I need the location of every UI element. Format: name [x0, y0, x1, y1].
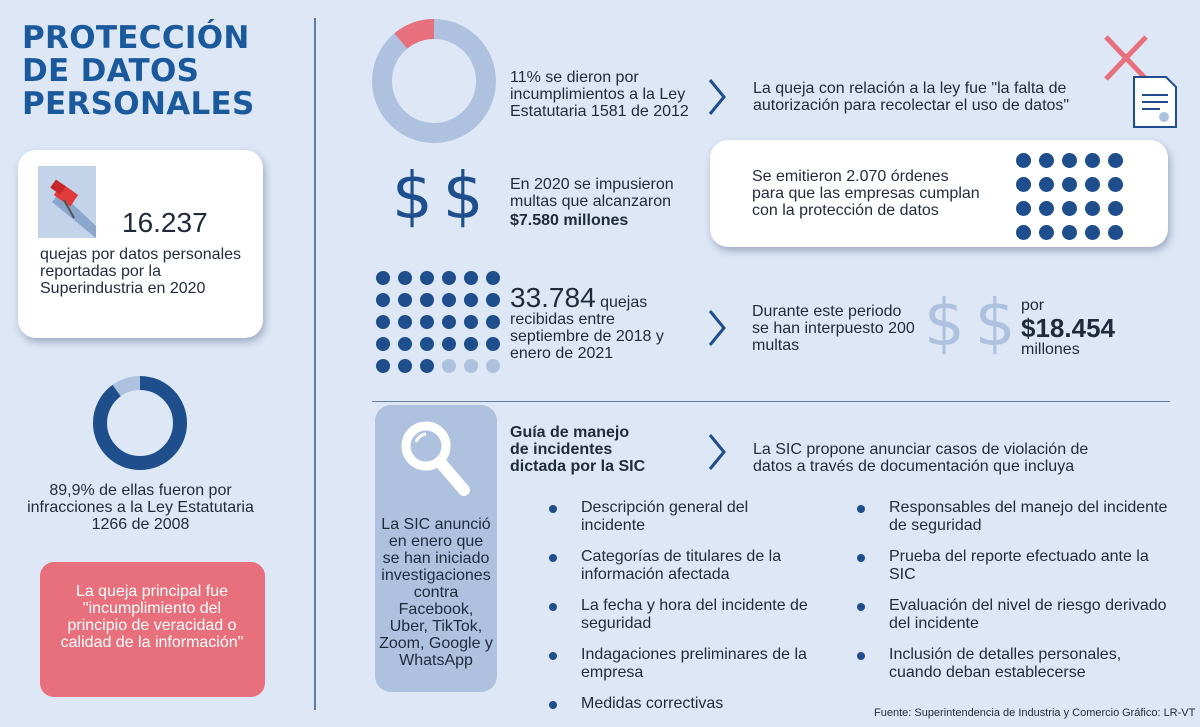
list-item: La fecha y hora del incidente de seguridad [549, 597, 809, 633]
dot [1016, 201, 1031, 216]
guide-intro: La SIC propone anunciar casos de violación de datos a través de documentación que incluya [753, 441, 1089, 475]
footer-source: Fuente: Superintendencia de Industria y Comercio [874, 707, 1120, 719]
dot [1039, 153, 1054, 168]
list-item: Evaluación del nivel de riesgo derivado del incidente [857, 597, 1177, 633]
dot [1062, 225, 1077, 240]
dot [442, 359, 456, 373]
row3-number-suffix: quejas [600, 294, 648, 311]
dot [420, 315, 434, 329]
dot [442, 293, 456, 307]
list-item: Prueba del reporte efectuado ante la SIC [857, 548, 1177, 584]
dot [398, 293, 412, 307]
dot [1062, 153, 1077, 168]
row2-text: En 2020 se impusieron multas que alcanzaron [510, 176, 674, 210]
dot [442, 337, 456, 351]
chevron-right-icon [707, 77, 727, 117]
dot [1108, 225, 1123, 240]
guide-sidebar-text: La SIC anunció en enero que se han iniciado investigaciones contra Facebook, Uber, TikTok, Zoom, Google y WhatsApp [379, 516, 493, 669]
list-item: Indagaciones preliminares de la empresa [549, 646, 809, 682]
push-pin-icon [38, 166, 96, 224]
left-donut-arc [100, 383, 180, 463]
dot [442, 315, 456, 329]
main-complaint-text: La queja principal fue "incumplimiento del principio de veracidad o calidad de la información" [60, 583, 244, 651]
dot [1062, 177, 1077, 192]
dot [1039, 177, 1054, 192]
dot [398, 359, 412, 373]
dot [1085, 153, 1100, 168]
dot [1108, 177, 1123, 192]
list-item: Responsables del manejo del incidente de seguridad [857, 499, 1177, 535]
dot [486, 359, 500, 373]
dot [1108, 153, 1123, 168]
dot [486, 315, 500, 329]
dot [398, 271, 412, 285]
dot [1016, 225, 1031, 240]
row1-text: 11% se dieron por incumplimientos a la Ley Estatutaria 1581 de 2012 [510, 69, 689, 120]
dot [1016, 153, 1031, 168]
list-item: Medidas correctivas [549, 695, 809, 713]
orders-dot-grid [1016, 153, 1123, 240]
magnifier-icon [400, 420, 472, 500]
footer-credit: Gráfico: LR-VT [1122, 707, 1196, 719]
dot [398, 337, 412, 351]
dot [1108, 201, 1123, 216]
dot [1085, 177, 1100, 192]
dot [376, 359, 390, 373]
dot [1016, 177, 1031, 192]
page-title: PROTECCIÓN DE DATOS PERSONALES [22, 20, 255, 122]
dot [376, 337, 390, 351]
dot [464, 293, 478, 307]
dot [376, 315, 390, 329]
row3-amount: $18.454 [1021, 313, 1115, 343]
dot [376, 271, 390, 285]
guide-title: Guía de manejo de incidentes dictada por la SIC [510, 424, 646, 475]
row2-amount: $7.580 millones [510, 212, 629, 229]
left-donut-chart [92, 375, 188, 471]
row3-por-label: por [1021, 297, 1045, 314]
row3-period-text: Durante este periodo se han interpuesto 200 multas [752, 303, 915, 354]
list-item: Inclusión de detalles personales, cuando deban establecerse [857, 646, 1177, 682]
row3-unit: millones [1021, 341, 1080, 358]
row2-dollar-symbols: $$ [392, 160, 494, 234]
dot [486, 337, 500, 351]
row3-number-line [510, 283, 647, 313]
dot [398, 315, 412, 329]
document-x-icon [1100, 35, 1180, 130]
complaints-card [18, 150, 263, 338]
dot [1085, 225, 1100, 240]
dot [376, 293, 390, 307]
chevron-right-icon [707, 308, 727, 348]
section-divider [372, 401, 1170, 402]
dot [464, 337, 478, 351]
dot [442, 271, 456, 285]
row3-dollar-symbols: $$ [924, 287, 1026, 361]
guide-list-left [549, 499, 809, 726]
complaints-text: quejas por datos personales reportadas por la Superindustria en 2020 [40, 246, 242, 297]
row1-donut-chart [372, 19, 496, 143]
dot [420, 359, 434, 373]
vertical-divider [314, 18, 316, 710]
dot [464, 315, 478, 329]
complaints-number: 16.237 [122, 207, 208, 238]
dot [1085, 201, 1100, 216]
list-item: Descripción general del incidente [549, 499, 809, 535]
row1-detail: La queja con relación a la ley fue "la falta de autorización para recolectar el uso de datos" [753, 80, 1070, 114]
list-item: Categorías de titulares de la información afectada [549, 548, 809, 584]
left-donut-text: 89,9% de ellas fueron por infracciones a la Ley Estatutaria 1266 de 2008 [27, 482, 254, 533]
dot [486, 271, 500, 285]
row3-number: 33.784 [510, 282, 596, 313]
row3-text: recibidas entre septiembre de 2018 y enero de 2021 [510, 311, 664, 362]
chevron-right-icon [707, 432, 727, 472]
orders-text: Se emitieron 2.070 órdenes para que las empresas cumplan con la protección de datos [752, 168, 980, 219]
dot [420, 271, 434, 285]
guide-list-right [857, 499, 1177, 695]
dot [1039, 225, 1054, 240]
dot [464, 359, 478, 373]
dot [464, 271, 478, 285]
dot [1062, 201, 1077, 216]
complaints-dot-grid [376, 271, 500, 373]
dot [420, 337, 434, 351]
dot [420, 293, 434, 307]
dot [486, 293, 500, 307]
dot [1039, 201, 1054, 216]
